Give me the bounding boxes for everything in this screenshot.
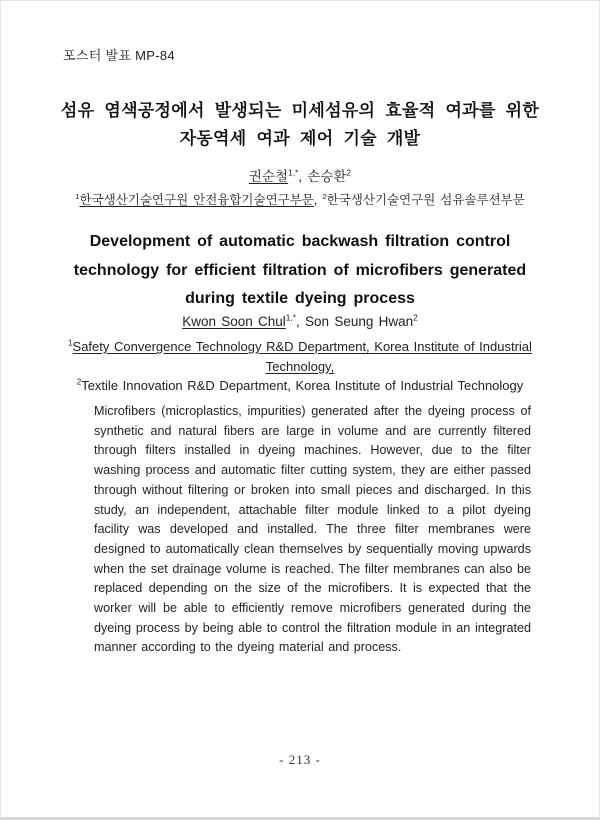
korean-affiliations-line <box>1 190 599 208</box>
korean-author-1: 권순철 <box>248 169 289 184</box>
english-affiliations <box>1 337 599 396</box>
english-affiliation-1-line <box>61 337 539 376</box>
korean-title-line1: 섬유 염색공정에서 발생되는 미세섬유의 효율적 여과를 위한 <box>60 101 540 120</box>
korean-affiliation-1: 한국생산기술연구원 안전융합기술연구부문 <box>79 193 314 207</box>
english-author-2: Son Seung Hwan <box>305 314 414 329</box>
page-number: - 213 - <box>279 752 321 767</box>
korean-author-2-superscript: 2 <box>346 167 352 178</box>
english-affiliation-1: Safety Convergence Technology R&D Department, Korea Institute of Industrial Technology, <box>72 339 532 374</box>
english-affiliation-2-superscript: 2 <box>76 377 82 387</box>
korean-affiliation-2: 한국생산기술연구원 섬유솔루션부문 <box>326 193 525 207</box>
english-affiliation-2-line <box>1 376 599 396</box>
english-affiliation-1-superscript: 1 <box>68 338 73 348</box>
korean-affiliation-2-superscript: 2 <box>322 191 327 201</box>
english-title <box>1 228 599 314</box>
english-author-1-superscript: 1,* <box>285 312 297 323</box>
korean-author-separator: , <box>298 169 308 184</box>
korean-authors-line <box>1 165 599 185</box>
korean-author-1-superscript: 1,* <box>288 167 299 178</box>
english-title-line3: during textile dyeing process <box>185 290 415 307</box>
korean-affiliation-separator: , <box>313 193 323 207</box>
korean-title <box>1 97 599 153</box>
english-author-separator: , <box>296 314 306 329</box>
korean-title-line2: 자동역세 여과 제어 기술 개발 <box>179 129 421 148</box>
english-author-1: Kwon Soon Chul <box>182 314 286 329</box>
session-label: 포스터 발표 MP-84 <box>63 48 175 63</box>
english-author-2-superscript: 2 <box>413 312 418 323</box>
english-title-line1: Development of automatic backwash filtration control <box>89 233 511 250</box>
english-authors-line <box>1 314 599 329</box>
korean-author-2: 손승환 <box>307 169 347 184</box>
english-affiliation-2: Textile Innovation R&D Department, Korea Institute of Industrial Technology <box>81 378 524 393</box>
abstract-paragraph: Microfibers (microplastics, impurities) generated after the dyeing process of synthetic and natural fibers are large in volume and are currently filtered through filters installed in dyeing machines. However, due to the filter washing process and automatic filter cutting system, they are either passed through without filtering or broken into small pieces and discharged. In this study, an independent, attachable filter module linked to a pilot dyeing facility was developed and installed. The three filter membranes were designed to automatically clean themselves by sequentially moving upwards when the set drainage volume is reached. The filter membranes can also be replaced depending on the size of the microfibers. It is expected that the worker will be able to efficiently remove microfibers generated during the dyeing process by being able to control the filtration module in an integrated manner according to the dyeing material and process. <box>94 404 531 655</box>
korean-affiliation-1-superscript: 1 <box>75 191 80 201</box>
english-title-line2: technology for efficient filtration of microfibers generated <box>73 261 527 279</box>
